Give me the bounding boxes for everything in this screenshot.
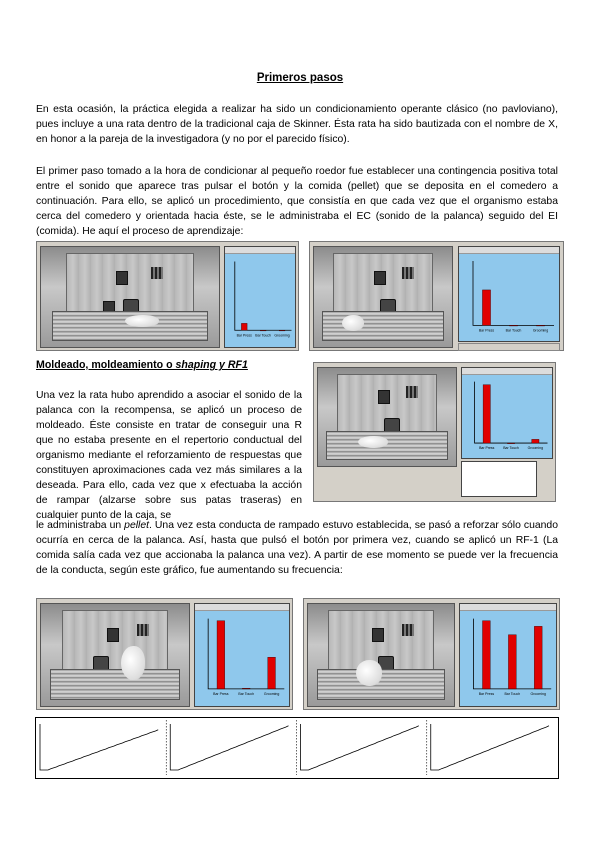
cumulative-record-plot [36, 718, 557, 777]
bar-label: Bar Touch [238, 691, 255, 696]
bar-label: Bar Touch [255, 333, 272, 338]
graph-window [194, 603, 290, 707]
bar-label: Bar Touch [503, 446, 519, 451]
bar-grooming [532, 439, 539, 443]
bar-label: Bar Press [478, 328, 495, 333]
skinner-box [317, 367, 457, 467]
page-title: Primeros pasos [256, 72, 344, 84]
rat [121, 646, 145, 680]
paragraph-intro: En esta ocasión, la práctica elegida a realizar ha sido un condicionamiento operante clásico (no pavloviano), pues incluye a una rata dentro de la tradicional caja de Skinner. Ésta rata ha sido bautizada con el nombre de X, en honor a la pareja de la investigadora (y no por el parecido físico). [36, 104, 558, 145]
screenshot-5 [303, 598, 560, 710]
screenshot-4 [36, 598, 293, 710]
cumulative-record [35, 717, 559, 779]
note-window [461, 461, 537, 497]
rat [356, 660, 382, 686]
chart-axes [235, 261, 292, 330]
bar-grooming [268, 657, 276, 689]
subtitle-moldeado: Moldeado, moldeamiento o shaping y RF1 [36, 359, 248, 371]
paragraph-refuerzo: le administraba un pellet. Una vez esta conducta de rampado estuvo establecida, se pasó a reforzar sólo cuando ocurría en cerca de la palanca. Así, hasta que pulsó el botón por primera vez, cuando se aplicó un RF-1 (La comida salía cada vez que accionaba la palanca una vez). A partir de ese momento se puede ver la frecuencia de la conducta, según este gráfico, fue aumentando su frecuencia: [36, 520, 558, 576]
bar-label: Bar Touch [505, 328, 522, 333]
record-line [40, 724, 158, 770]
bar-label: Grooming [527, 446, 544, 451]
screenshot-2 [309, 241, 564, 351]
record-line [301, 724, 419, 770]
skinner-box [313, 246, 453, 348]
bar-bar-touch [508, 635, 516, 689]
paragraph-first-step: El primer paso tomado a la hora de condicionar al pequeño roedor fue establecer una contingencia positiva total entre el sonido que aparece tras pulsar el botón y la comida (pellet) que se deposita en el comedero a continuación. Para ello, se aplicó un procedimiento, que consistía en que cada vez que el organismo estaba cerca del comedero y orientada hacia éste, se le administraba el EC (sonido de la palanca) seguido del EI (comida). He aquí el proceso de aprendizaje: [36, 166, 558, 237]
rat [125, 315, 159, 327]
bar-label: Grooming [274, 333, 290, 338]
bar-label: Grooming [530, 691, 546, 696]
bar-bar-touch [260, 330, 266, 331]
graph-window [461, 367, 553, 459]
bar-label: Bar Press [236, 333, 252, 338]
bar-bar-press [483, 385, 490, 443]
rat [358, 436, 388, 448]
graph-window [458, 246, 560, 342]
bar-label: Grooming [532, 328, 549, 333]
bar-grooming [534, 626, 542, 689]
bar-label: Grooming [263, 691, 280, 696]
bar-grooming [279, 330, 285, 331]
bar-bar-press [483, 621, 491, 689]
bar-grooming [536, 325, 544, 326]
skinner-box [307, 603, 455, 707]
bar-bar-touch [242, 688, 250, 689]
screenshot-1 [36, 241, 299, 351]
bar-label: Bar Press [213, 691, 229, 696]
screenshot-3 [313, 362, 556, 502]
bar-bar-press [241, 323, 247, 330]
record-line [431, 724, 549, 770]
graph-window [459, 603, 557, 707]
bar-bar-touch [509, 325, 517, 326]
skinner-box [40, 603, 190, 707]
bar-label: Bar Press [478, 691, 495, 696]
bar-bar-touch [507, 443, 514, 444]
bar-label: Bar Touch [504, 691, 521, 696]
bar-bar-press [217, 621, 225, 689]
paragraph-moldeado: Una vez la rata hubo aprendido a asociar el sonido de la palanca con la recompensa, se aplicó un proceso de moldeado. Éste consiste en tratar de conseguir una R que no estaba presente en el repertorio conductual del organismo mediante el reforzamiento de respuestas que constituyen aproximaciones cada vez más similares a la deseada. Para ello, cada vez que x efectuaba la acción de rampar (alzarse sobre sus patas traseras) en cualquier punto de la caja, se [36, 390, 302, 521]
bar-bar-press [482, 290, 490, 325]
record-line [170, 724, 288, 770]
rat [342, 315, 364, 331]
bar-label: Bar Press [479, 446, 495, 451]
skinner-box [40, 246, 220, 348]
graph-window [224, 246, 296, 348]
